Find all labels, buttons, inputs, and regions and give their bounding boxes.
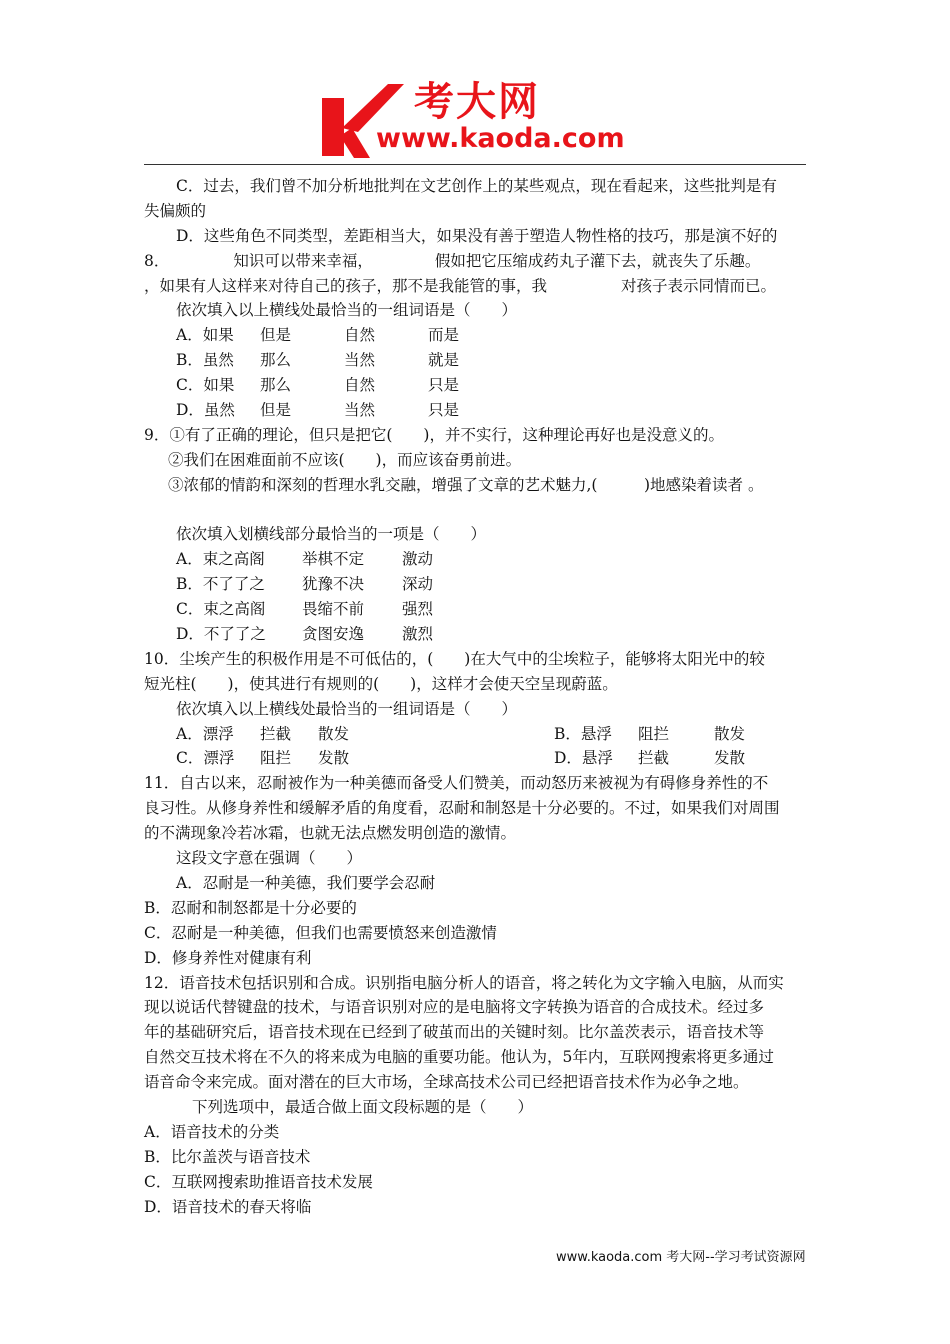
- option-word: 畏缩不前: [302, 600, 365, 619]
- question-prompt: 依次填入以上横线处最恰当的一组词语是（ ）: [176, 699, 518, 718]
- option-word: 深动: [402, 575, 434, 594]
- option-word: 而是: [428, 326, 460, 345]
- option-row: [144, 547, 814, 572]
- option-word: 自然: [344, 376, 376, 395]
- option-word: 拦截: [638, 749, 670, 768]
- option-word: 那么: [260, 376, 292, 395]
- option-label: B．虽然: [176, 351, 234, 370]
- option-word: 但是: [260, 326, 292, 345]
- blank-line: [144, 498, 814, 523]
- option-row: [144, 597, 814, 622]
- option-word: 发散: [318, 749, 350, 768]
- option-label: A．如果: [176, 326, 234, 345]
- question-8-line-2: [144, 274, 814, 299]
- option-word: 但是: [260, 401, 292, 420]
- option-word: 激动: [402, 550, 434, 569]
- option-b: B．忍耐和制怒都是十分必要的: [144, 898, 357, 917]
- question-prompt: 依次填入以上横线处最恰当的一组词语是（ ）: [176, 301, 518, 320]
- option-d: D．语音技术的春天将临: [144, 1197, 312, 1216]
- option-row: [144, 746, 814, 771]
- option-a: A．忍耐是一种美德，我们要学会忍耐: [176, 873, 436, 892]
- question-prompt: 依次填入划横线部分最恰当的一项是（ ）: [176, 525, 487, 544]
- footer-text[interactable]: www.kaoda.com 考大网--学习考试资源网: [556, 1250, 806, 1265]
- option-word: 只是: [428, 401, 460, 420]
- text-segment: ，如果有人这样来对待自己的孩子，那不是我能管的事，我: [144, 276, 548, 295]
- question-12-line-2: 现以说话代替键盘的技术，与语音识别对应的是电脑将文字转换为语音的合成技术。经过多: [144, 998, 765, 1017]
- question-12-line-4: 自然交互技术将在不久的将来成为电脑的重要功能。他认为，5年内，互联网搜索将更多通过: [144, 1048, 774, 1067]
- option-label: B．悬浮: [554, 724, 612, 743]
- option-b: B．比尔盖茨与语音技术: [144, 1147, 311, 1166]
- option-word: 散发: [318, 724, 350, 743]
- option-row: [144, 398, 814, 423]
- question-12-line-1: 12．语音技术包括识别和合成。识别指电脑分析人的语音，将之转化为文字输入电脑，从而实: [144, 973, 784, 992]
- question-9-line-2: ②我们在困难面前不应该( )，而应该奋勇前进。: [168, 450, 522, 469]
- option-c: C．互联网搜索助推语音技术发展: [144, 1172, 373, 1191]
- site-logo[interactable]: [318, 78, 648, 160]
- question-10-line-2: 短光柱( )，使其进行有规则的( )，这样才会使天空呈现蔚蓝。: [144, 674, 618, 693]
- option-label: D．不了了之: [176, 625, 266, 644]
- option-row: [144, 572, 814, 597]
- question-11-line-2: 良习性。从修身养性和缓解矛盾的角度看，忍耐和制怒是十分必要的。不过，如果我们对周围: [144, 799, 780, 818]
- option-label: D．虽然: [176, 401, 235, 420]
- option-d: D．修身养性对健康有利: [144, 948, 312, 967]
- option-label: B．不了了之: [176, 575, 265, 594]
- question-prompt: 这段文字意在强调（ ）: [176, 849, 363, 868]
- question-12-line-3: 年的基础研究后，语音技术现在已经到了破茧而出的关键时刻。比尔盖茨表示，语音技术等: [144, 1023, 765, 1042]
- option-word: 当然: [344, 401, 376, 420]
- option-word: 贪图安逸: [302, 625, 365, 644]
- option-word: 发散: [714, 749, 746, 768]
- option-word: 激烈: [402, 625, 434, 644]
- option-word: 拦截: [260, 724, 292, 743]
- text-line: C．过去，我们曾不加分析地批判在文艺创作上的某些观点，现在看起来，这些批判是有: [176, 177, 777, 195]
- option-word: 强烈: [402, 600, 434, 619]
- option-word: 犹豫不决: [302, 575, 365, 594]
- question-number: 8．: [144, 251, 170, 270]
- option-a: A．语音技术的分类: [144, 1122, 280, 1141]
- option-label: C．漂浮: [176, 749, 235, 768]
- option-row: [144, 622, 814, 647]
- option-word: 只是: [428, 376, 460, 395]
- text-segment: 对孩子表示同情而已。: [621, 276, 777, 295]
- text-segment: 假如把它压缩成药丸子灌下去，就丧失了乐趣。: [434, 251, 761, 270]
- option-label: A．束之高阁: [176, 550, 265, 569]
- question-12-line-5: 语音命令来完成。面对潜在的巨大市场，全球高技术公司已经把语音技术作为必争之地。: [144, 1073, 749, 1092]
- question-10-line-1: 10．尘埃产生的积极作用是不可低估的，( )在大气中的尘埃粒子，能够将太阳光中的较: [144, 649, 765, 668]
- option-word: 那么: [260, 351, 292, 370]
- option-word: 散发: [714, 724, 746, 743]
- option-word: 当然: [344, 351, 376, 370]
- option-word: 阻拦: [638, 724, 670, 743]
- option-word: 阻拦: [260, 749, 292, 768]
- option-label: D．悬浮: [554, 749, 613, 768]
- question-8-line-1: [144, 249, 814, 274]
- option-label: C．如果: [176, 376, 235, 395]
- document-body: [144, 174, 814, 1219]
- option-row: [144, 348, 814, 373]
- text-segment: 知识可以带来幸福，: [233, 251, 373, 270]
- option-label: C．束之高阁: [176, 600, 266, 619]
- question-prompt: 下列选项中，最适合做上面文段标题的是（ ）: [192, 1097, 534, 1116]
- question-9-line-3: ③浓郁的情韵和深刻的哲理水乳交融，增强了文章的艺术魅力,( )地感染着读者 。: [168, 475, 764, 494]
- text-line: D．这些角色不同类型，差距相当大，如果没有善于塑造人物性格的技巧，那是演不好的: [176, 226, 778, 245]
- option-label: A．漂浮: [176, 724, 234, 743]
- option-row: [144, 722, 814, 747]
- question-11-line-3: 的不满现象冷若冰霜，也就无法点燃发明创造的激情。: [144, 824, 517, 843]
- option-c: C．忍耐是一种美德，但我们也需要愤怒来创造激情: [144, 923, 497, 942]
- logo-title: 考大网: [414, 79, 540, 125]
- option-word: 举棋不定: [302, 550, 365, 569]
- option-word: 就是: [428, 351, 460, 370]
- option-row: [144, 323, 814, 348]
- option-word: 自然: [344, 326, 376, 345]
- question-9-line-1: 9．①有了正确的理论，但只是把它( )，并不实行，这种理论再好也是没意义的。: [144, 425, 724, 444]
- text-line: 失偏颇的: [144, 201, 207, 220]
- question-11-line-1: 11．自古以来，忍耐被作为一种美德而备受人们赞美，而动怒历来被视为有碍修身养性的不: [144, 774, 769, 793]
- header-divider: [144, 164, 806, 165]
- option-row: [144, 373, 814, 398]
- logo-url: www.kaoda.com: [376, 123, 625, 154]
